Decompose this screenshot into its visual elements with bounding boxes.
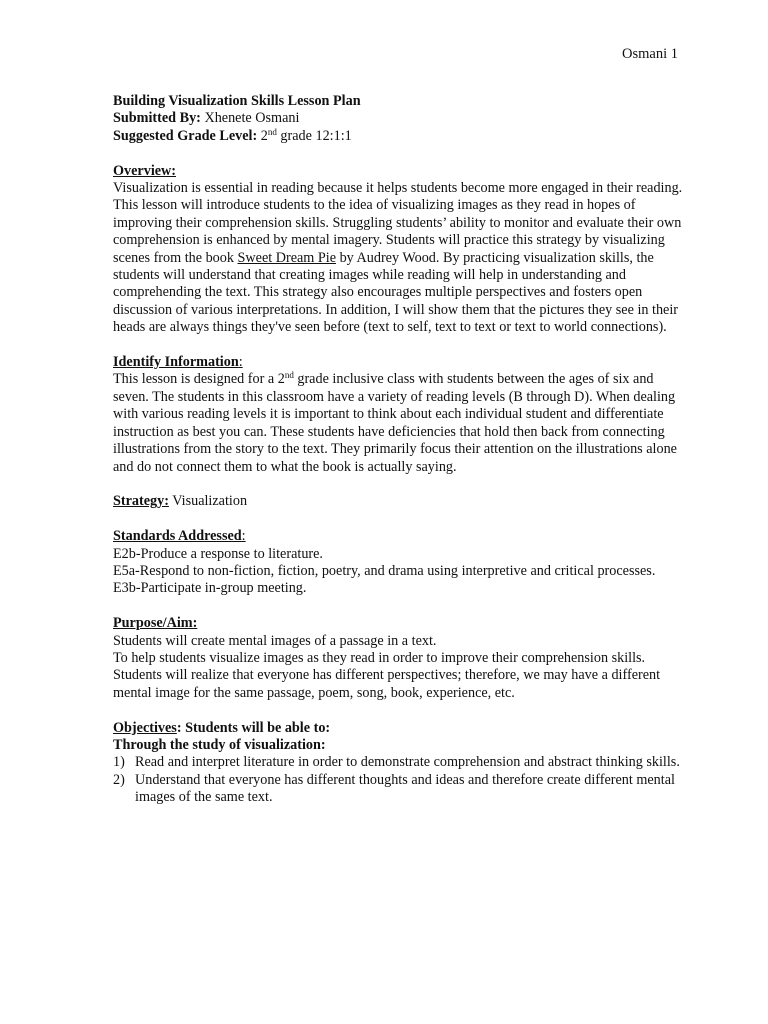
overview-heading: Overview: xyxy=(113,162,177,179)
purpose-heading: Purpose/Aim: xyxy=(113,615,198,632)
overview-text-before: Visualization is essential in reading because it helps students become more engaged in their reading. This lesson will introduce students to the idea of visualizing images as they read in hopes of improving their comprehension skills. Struggling students’ ability to monitor and evaluate their own comprehension is enhanced by mental imagery. Students will practice this strategy by visualizing scenes from the book xyxy=(113,180,683,266)
grade-level-pre: 2 xyxy=(257,127,268,144)
strategy-value: Visualization xyxy=(168,493,248,510)
objectives-heading: Objectives xyxy=(113,719,177,736)
document-title: Building Visualization Skills Lesson Plan xyxy=(113,93,361,109)
standards-heading: Standards Addressed xyxy=(113,528,242,545)
purpose-item: To help students visualize images as they read in order to improve their comprehension skills. xyxy=(113,649,646,666)
grade-level-label: Suggested Grade Level: xyxy=(113,127,258,144)
objective-text: Understand that everyone has different thoughts and ideas and therefore create different mental images of the same text. xyxy=(135,771,675,806)
grade-level-line xyxy=(113,128,683,145)
grade-level-post: grade 12:1:1 xyxy=(276,127,352,144)
page-number: Osmani 1 xyxy=(622,46,678,62)
identify-heading-suffix: : xyxy=(238,354,243,371)
objectives-heading-line xyxy=(113,720,683,737)
objective-item xyxy=(113,772,683,807)
overview-text-after: by Audrey Wood. By practicing visualization skills, the students will understand that creating images while reading will help in understanding and comprehending the text. This strategy also encourages multiple perspectives and fosters open discussion of various interpretations. In addition, I will show them that the pictures they see in their heads are always things they've seen before (text to self, text to text or text to world connections). xyxy=(113,249,679,336)
identify-heading: Identify Information xyxy=(113,354,239,371)
submitted-by-label: Submitted By: xyxy=(113,110,201,127)
identify-paragraph xyxy=(113,371,683,475)
grade-level-sup: nd xyxy=(267,126,277,137)
purpose-item: Students will create mental images of a passage in a text. xyxy=(113,632,437,649)
objectives-list xyxy=(113,754,683,806)
identify-heading-line xyxy=(113,354,683,371)
standards-heading-line xyxy=(113,528,683,545)
purpose-item: Students will realize that everyone has different perspectives; therefore, we may have a different mental image for the same passage, poem, song, book, experience, etc. xyxy=(113,667,661,701)
strategy-line xyxy=(113,493,683,510)
identify-text-post: grade inclusive class with students between the ages of six and seven. The students in this classroom have a variety of reading levels (B through D). When dealing with various reading levels it is important to think about each individual student and differentiate instruction as best you can. These students have deficiencies that hold then back from connecting illustrations from the story to the text. They primarily focus their attention on the illustrations alone and do not connect them to what the book is actually saying. xyxy=(113,371,677,475)
objectives-subheading: Through the study of visualization: xyxy=(113,736,326,753)
identify-text-pre: This lesson is designed for a 2 xyxy=(113,371,285,388)
submitted-by-line xyxy=(113,110,683,127)
objective-text: Read and interpret literature in order to demonstrate comprehension and abstract thinking skills. xyxy=(135,754,680,771)
strategy-label: Strategy: xyxy=(113,493,169,510)
submitted-by-value: Xhenete Osmani xyxy=(200,110,300,127)
objective-number: 1) xyxy=(113,754,125,771)
standard-item: E3b-Participate in-group meeting. xyxy=(113,580,307,597)
identify-sup: nd xyxy=(284,370,294,381)
standards-heading-suffix: : xyxy=(241,528,246,545)
book-title: Sweet Dream Pie xyxy=(237,249,337,266)
standard-item: E5a-Respond to non-fiction, fiction, poetry, and drama using interpretive and critical processes. xyxy=(113,562,656,579)
objectives-heading-suffix: : Students will be able to: xyxy=(176,719,331,736)
objective-number: 2) xyxy=(113,771,125,788)
standard-item: E2b-Produce a response to literature. xyxy=(113,545,323,562)
objective-item xyxy=(113,754,683,771)
overview-paragraph xyxy=(113,180,683,337)
document-body xyxy=(113,93,683,807)
